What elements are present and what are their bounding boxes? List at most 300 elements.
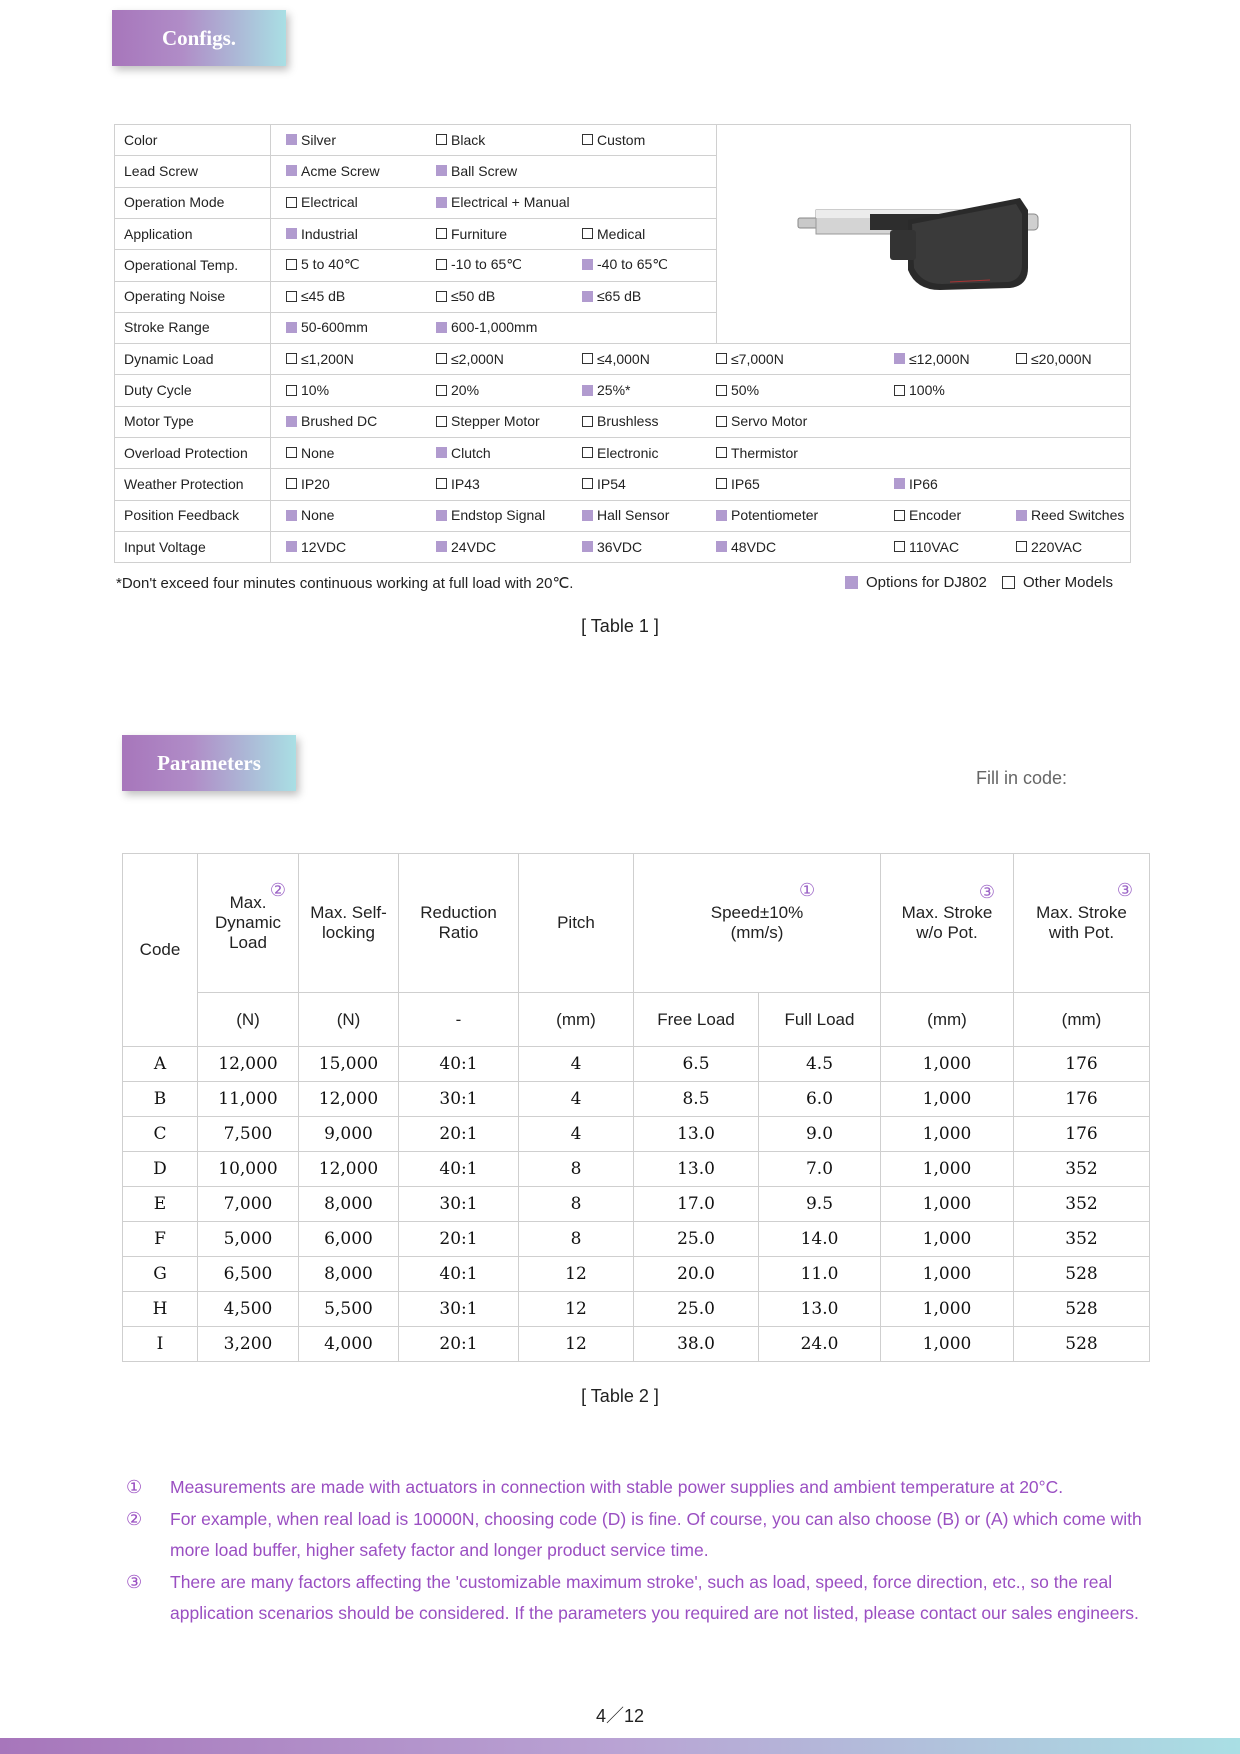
config-option-label: IP43	[451, 475, 480, 492]
table-cell: 176	[1014, 1117, 1150, 1152]
table-row	[123, 1082, 1150, 1117]
config-option	[286, 187, 358, 218]
unit-max-dynamic-load: (N)	[198, 993, 299, 1047]
unselected-square-icon	[716, 353, 727, 364]
config-option-label: Black	[451, 131, 486, 148]
notes-list	[126, 1472, 1146, 1630]
table-cell: 12	[519, 1327, 634, 1362]
selected-square-icon	[436, 510, 447, 521]
config-option-label: 50-600mm	[301, 319, 368, 336]
config-option-label: Stepper Motor	[451, 413, 540, 430]
selected-square-icon	[582, 541, 593, 552]
row-code-cell: B	[123, 1082, 198, 1117]
config-option	[716, 406, 807, 437]
table-cell: 24.0	[759, 1327, 881, 1362]
unselected-square-icon	[582, 134, 593, 145]
config-option	[436, 343, 504, 374]
config-option-label: Brushed DC	[301, 413, 378, 430]
unselected-square-icon	[286, 291, 297, 302]
config-option-label: ≤45 dB	[301, 288, 346, 305]
config-option-label: Servo Motor	[731, 413, 808, 430]
selected-square-icon	[1016, 510, 1027, 521]
config-option	[1016, 343, 1092, 374]
table-cell: 30:1	[399, 1292, 519, 1327]
header-reduction-ratio: Reduction Ratio	[399, 854, 519, 993]
table-cell: 20:1	[399, 1222, 519, 1257]
table-row	[123, 1152, 1150, 1187]
table-row	[123, 1222, 1150, 1257]
table-cell: 1,000	[881, 1117, 1014, 1152]
config-option-label: ≤12,000N	[909, 350, 970, 367]
table-cell: 17.0	[634, 1187, 759, 1222]
unit-reduction-ratio: -	[399, 993, 519, 1047]
header-max-dynamic-load: ② Max. Dynamic Load	[198, 854, 299, 993]
config-option	[582, 281, 641, 312]
config-row-label: Weather Protection	[124, 475, 244, 492]
config-option-label: 24VDC	[451, 538, 497, 555]
table-cell: 20:1	[399, 1117, 519, 1152]
config-option	[582, 468, 626, 499]
config-option-label: 36VDC	[597, 538, 643, 555]
config-option	[436, 155, 517, 186]
config-option	[286, 406, 377, 437]
table-cell: 25.0	[634, 1292, 759, 1327]
config-option-label: -40 to 65℃	[597, 256, 668, 273]
table-cell: 1,000	[881, 1152, 1014, 1187]
config-option	[436, 531, 496, 562]
table-cell: 11.0	[759, 1257, 881, 1292]
config-option-label: ≤2,000N	[451, 350, 504, 367]
config-option-label: 20%	[451, 382, 480, 399]
table-cell: 9,000	[299, 1117, 399, 1152]
note-item	[126, 1567, 1146, 1630]
table-cell: 30:1	[399, 1187, 519, 1222]
table-cell: 13.0	[759, 1292, 881, 1327]
selected-square-icon	[845, 576, 858, 589]
config-option	[436, 124, 485, 155]
unselected-square-icon	[1016, 541, 1027, 552]
table-cell: 8	[519, 1152, 634, 1187]
config-option-label: Silver	[301, 131, 337, 148]
table-cell: 8,000	[299, 1257, 399, 1292]
fill-in-code-label: Fill in code:	[976, 768, 1068, 788]
table-cell: 30:1	[399, 1082, 519, 1117]
config-row-label: Operating Noise	[124, 288, 226, 305]
config-row-label: Input Voltage	[124, 538, 206, 555]
config-option	[436, 468, 480, 499]
config-option-label: Custom	[597, 131, 646, 148]
parameters-section-title	[122, 735, 296, 791]
selected-square-icon	[436, 447, 447, 458]
config-option	[286, 249, 360, 280]
bottom-gradient-bar	[0, 1738, 1240, 1754]
unit-pitch: (mm)	[519, 993, 634, 1047]
legend-selected	[845, 574, 987, 591]
table-cell: 3,200	[198, 1327, 299, 1362]
selected-square-icon	[286, 322, 297, 333]
table-cell: 4.5	[759, 1047, 881, 1082]
table-cell: 12,000	[299, 1152, 399, 1187]
note-marker: ③	[126, 1571, 143, 1592]
header-code: Code	[123, 854, 198, 1047]
unselected-square-icon	[582, 228, 593, 239]
table-cell: 7,000	[198, 1187, 299, 1222]
table-row	[123, 1257, 1150, 1292]
table-cell: 1,000	[881, 1292, 1014, 1327]
selected-square-icon	[582, 385, 593, 396]
config-option	[436, 281, 495, 312]
config-option-label: ≤1,200N	[301, 350, 354, 367]
config-option	[436, 218, 507, 249]
config-option	[894, 531, 959, 562]
table-cell: 12,000	[299, 1082, 399, 1117]
config-option	[286, 500, 334, 531]
config-option	[894, 343, 970, 374]
header-pitch: Pitch	[519, 854, 634, 993]
config-option-label: ≤7,000N	[731, 350, 784, 367]
unit-max-stroke-with-pot: (mm)	[1014, 993, 1150, 1047]
config-option	[716, 343, 784, 374]
table-cell: 9.5	[759, 1187, 881, 1222]
config-option	[582, 249, 668, 280]
unselected-square-icon	[286, 447, 297, 458]
configs-title-text: Configs.	[161, 25, 237, 50]
config-option-label: Electrical	[301, 194, 358, 211]
row-code-cell: A	[123, 1047, 198, 1082]
selected-square-icon	[716, 541, 727, 552]
legend-unselected-label: Other Models	[1023, 574, 1114, 591]
unselected-square-icon	[436, 291, 447, 302]
table-cell: 8,000	[299, 1187, 399, 1222]
parameters-title-text: Parameters	[157, 750, 261, 775]
table-cell: 15,000	[299, 1047, 399, 1082]
selected-square-icon	[436, 165, 447, 176]
config-option-label: Thermistor	[731, 444, 798, 461]
config-option	[286, 374, 329, 405]
config-option-label: Electronic	[597, 444, 659, 461]
unselected-square-icon	[436, 416, 447, 427]
table-cell: 1,000	[881, 1257, 1014, 1292]
config-option	[436, 312, 537, 343]
unselected-square-icon	[286, 478, 297, 489]
config-option-label: 220VAC	[1031, 538, 1083, 555]
config-option	[894, 500, 961, 531]
config-option	[286, 531, 346, 562]
unselected-square-icon	[1002, 576, 1015, 589]
note-text: Measurements are made with actuators in connection with stable power supplies and ambient temperature at 20°C.	[170, 1477, 1064, 1497]
table-cell: 13.0	[634, 1152, 759, 1187]
note-marker: ②	[126, 1508, 143, 1529]
table-cell: 10,000	[198, 1152, 299, 1187]
config-option-label: None	[301, 507, 335, 524]
config-option-label: ≤50 dB	[451, 288, 496, 305]
config-option-label: 48VDC	[731, 538, 777, 555]
config-option-label: Hall Sensor	[597, 507, 670, 524]
unselected-square-icon	[716, 478, 727, 489]
table-row	[123, 1117, 1150, 1152]
table-cell: 5,000	[198, 1222, 299, 1257]
selected-square-icon	[286, 416, 297, 427]
table-row	[123, 1292, 1150, 1327]
row-code-cell: G	[123, 1257, 198, 1292]
table-row	[123, 1327, 1150, 1362]
table-cell: 40:1	[399, 1257, 519, 1292]
table-cell: 12,000	[198, 1047, 299, 1082]
config-option-label: IP54	[597, 475, 626, 492]
row-code-cell: C	[123, 1117, 198, 1152]
unselected-square-icon	[436, 228, 447, 239]
linear-actuator-image	[790, 190, 1050, 300]
parameters-table	[122, 853, 1150, 1362]
config-option	[436, 500, 545, 531]
config-option-label: ≤65 dB	[597, 288, 642, 305]
config-option	[894, 468, 938, 499]
config-option-label: 600-1,000mm	[451, 319, 538, 336]
unselected-square-icon	[582, 478, 593, 489]
table-cell: 4	[519, 1117, 634, 1152]
unselected-square-icon	[1016, 353, 1027, 364]
unselected-square-icon	[436, 478, 447, 489]
config-row-label: Color	[124, 131, 158, 148]
unselected-square-icon	[716, 416, 727, 427]
selected-square-icon	[436, 541, 447, 552]
row-code-cell: F	[123, 1222, 198, 1257]
selected-square-icon	[894, 478, 905, 489]
config-option-label: Acme Screw	[301, 162, 380, 179]
config-option	[894, 374, 945, 405]
config-row-label: Motor Type	[124, 413, 194, 430]
table-cell: 6,500	[198, 1257, 299, 1292]
unselected-square-icon	[582, 416, 593, 427]
row-code-cell: H	[123, 1292, 198, 1327]
header-max-stroke-with-pot: ③ Max. Stroke with Pot.	[1014, 854, 1150, 993]
note-text: For example, when real load is 10000N, choosing code (D) is fine. Of course, you can also choose (B) or (A) which come with more load buffer, higher safety factor and longer product service time.	[170, 1508, 1142, 1560]
config-option-label: Industrial	[301, 225, 358, 242]
note-marker-1: ①	[799, 880, 816, 900]
config-option-label: Brushless	[597, 413, 659, 430]
note-marker: ①	[126, 1477, 143, 1497]
table-cell: 528	[1014, 1292, 1150, 1327]
config-option	[716, 437, 798, 468]
selected-square-icon	[582, 259, 593, 270]
note-text: There are many factors affecting the 'customizable maximum stroke', such as load, speed, force direction, etc., so the real application scenarios should be considered. If the parameters you required are not listed, please contact our sales engineers.	[170, 1571, 1139, 1623]
config-option-label: IP66	[909, 475, 938, 492]
config-option	[582, 124, 645, 155]
selected-square-icon	[286, 510, 297, 521]
config-option-label: 10%	[301, 382, 330, 399]
table-cell: 352	[1014, 1187, 1150, 1222]
configs-section-title	[112, 10, 286, 66]
config-option	[582, 437, 658, 468]
config-option-label: Medical	[597, 225, 646, 242]
config-option-label: ≤20,000N	[1031, 350, 1092, 367]
unit-full-load: Full Load	[759, 993, 881, 1047]
config-option	[286, 437, 334, 468]
selected-square-icon	[716, 510, 727, 521]
table-cell: 8	[519, 1187, 634, 1222]
config-option	[582, 374, 630, 405]
config-option	[436, 437, 491, 468]
table-cell: 20:1	[399, 1327, 519, 1362]
table-cell: 12	[519, 1257, 634, 1292]
table-cell: 5,500	[299, 1292, 399, 1327]
config-option	[1016, 531, 1082, 562]
table-cell: 40:1	[399, 1047, 519, 1082]
table-cell: 9.0	[759, 1117, 881, 1152]
page-number: 4／12	[595, 1706, 645, 1726]
table-cell: 8	[519, 1222, 634, 1257]
unselected-square-icon	[716, 447, 727, 458]
note-item	[126, 1472, 1146, 1504]
config-option-label: Ball Screw	[451, 162, 518, 179]
config-row-label: Lead Screw	[124, 162, 198, 179]
row-code-cell: I	[123, 1327, 198, 1362]
table-cell: 25.0	[634, 1222, 759, 1257]
config-row-label: Operational Temp.	[124, 256, 239, 273]
unit-free-load: Free Load	[634, 993, 759, 1047]
config-option-label: 25%*	[597, 382, 631, 399]
table-cell: 176	[1014, 1047, 1150, 1082]
config-option	[582, 531, 642, 562]
table1-caption: [ Table 1 ]	[581, 616, 659, 636]
header-speed: ① Speed±10% (mm/s)	[634, 854, 881, 993]
config-option	[286, 218, 358, 249]
unselected-square-icon	[894, 510, 905, 521]
table-cell: 38.0	[634, 1327, 759, 1362]
config-option-label: 5 to 40℃	[301, 256, 360, 273]
config-option	[436, 187, 570, 218]
table-row	[123, 1047, 1150, 1082]
unit-max-self-locking: (N)	[299, 993, 399, 1047]
unselected-square-icon	[582, 353, 593, 364]
unselected-square-icon	[286, 353, 297, 364]
config-row-label: Duty Cycle	[124, 382, 192, 399]
selected-square-icon	[582, 510, 593, 521]
table-cell: 7.0	[759, 1152, 881, 1187]
unselected-square-icon	[582, 447, 593, 458]
legend-unselected	[1002, 574, 1113, 591]
table-cell: 176	[1014, 1082, 1150, 1117]
unselected-square-icon	[436, 134, 447, 145]
config-row-label: Stroke Range	[124, 319, 210, 336]
table-cell: 11,000	[198, 1082, 299, 1117]
config-option-label: IP65	[731, 475, 760, 492]
table-cell: 528	[1014, 1327, 1150, 1362]
table-cell: 4	[519, 1047, 634, 1082]
config-option-label: Encoder	[909, 507, 962, 524]
unselected-square-icon	[716, 385, 727, 396]
row-code-cell: D	[123, 1152, 198, 1187]
legend-selected-label: Options for DJ802	[866, 574, 987, 591]
config-option	[716, 374, 759, 405]
config-option	[582, 500, 669, 531]
config-option	[716, 531, 776, 562]
header-max-stroke-wo-pot: ③ Max. Stroke w/o Pot.	[881, 854, 1014, 993]
config-option	[582, 343, 650, 374]
table-cell: 352	[1014, 1222, 1150, 1257]
config-option	[582, 406, 658, 437]
table-cell: 4,000	[299, 1327, 399, 1362]
selected-square-icon	[582, 291, 593, 302]
table-cell: 1,000	[881, 1187, 1014, 1222]
config-option-label: Potentiometer	[731, 507, 819, 524]
table-cell: 13.0	[634, 1117, 759, 1152]
config-option	[716, 500, 818, 531]
config-option	[436, 374, 479, 405]
config-option-label: Endstop Signal	[451, 507, 546, 524]
table-cell: 6.0	[759, 1082, 881, 1117]
unit-max-stroke-wo-pot: (mm)	[881, 993, 1014, 1047]
config-option	[436, 406, 540, 437]
config-option-label: 12VDC	[301, 538, 347, 555]
table-cell: 6.5	[634, 1047, 759, 1082]
config-row-label: Overload Protection	[124, 444, 248, 461]
table-cell: 20.0	[634, 1257, 759, 1292]
table-cell: 352	[1014, 1152, 1150, 1187]
selected-square-icon	[436, 197, 447, 208]
selected-square-icon	[894, 353, 905, 364]
unselected-square-icon	[286, 259, 297, 270]
config-option	[582, 218, 645, 249]
table-cell: 40:1	[399, 1152, 519, 1187]
config-option	[1016, 500, 1124, 531]
table1-footnote: *Don't exceed four minutes continuous working at full load with 20℃.	[116, 575, 574, 592]
table-cell: 7,500	[198, 1117, 299, 1152]
selected-square-icon	[286, 165, 297, 176]
table-cell: 528	[1014, 1257, 1150, 1292]
note-marker-3b: ③	[1116, 880, 1133, 900]
selected-square-icon	[286, 228, 297, 239]
table-cell: 14.0	[759, 1222, 881, 1257]
config-row-label: Operation Mode	[124, 194, 225, 211]
unselected-square-icon	[286, 197, 297, 208]
config-option-label: 110VAC	[909, 538, 960, 555]
table-cell: 1,000	[881, 1327, 1014, 1362]
note-marker-2: ②	[269, 880, 286, 900]
config-option	[436, 249, 522, 280]
row-code-cell: E	[123, 1187, 198, 1222]
config-option	[716, 468, 760, 499]
config-option-label: ≤4,000N	[597, 350, 650, 367]
config-option	[286, 281, 345, 312]
table2-caption: [ Table 2 ]	[581, 1386, 659, 1406]
unselected-square-icon	[436, 385, 447, 396]
config-option-label: Reed Switches	[1031, 507, 1125, 524]
config-option-label: 50%	[731, 382, 760, 399]
config-option-label: 100%	[909, 382, 945, 399]
header-max-self-locking: Max. Self-locking	[299, 854, 399, 993]
config-option-label: Electrical + Manual	[451, 194, 570, 211]
note-marker-3: ③	[978, 882, 995, 902]
table-cell: 12	[519, 1292, 634, 1327]
config-option	[286, 343, 354, 374]
selected-square-icon	[436, 322, 447, 333]
config-option-label: Furniture	[451, 225, 508, 242]
config-option	[286, 155, 380, 186]
config-option-label: Clutch	[451, 444, 491, 461]
table-row	[123, 1187, 1150, 1222]
unselected-square-icon	[286, 385, 297, 396]
config-option	[286, 124, 336, 155]
table-cell: 6,000	[299, 1222, 399, 1257]
selected-square-icon	[286, 134, 297, 145]
config-option	[286, 468, 330, 499]
unselected-square-icon	[894, 541, 905, 552]
table-cell: 1,000	[881, 1082, 1014, 1117]
unselected-square-icon	[436, 353, 447, 364]
config-row-label: Application	[124, 225, 193, 242]
config-option-label: IP20	[301, 475, 330, 492]
